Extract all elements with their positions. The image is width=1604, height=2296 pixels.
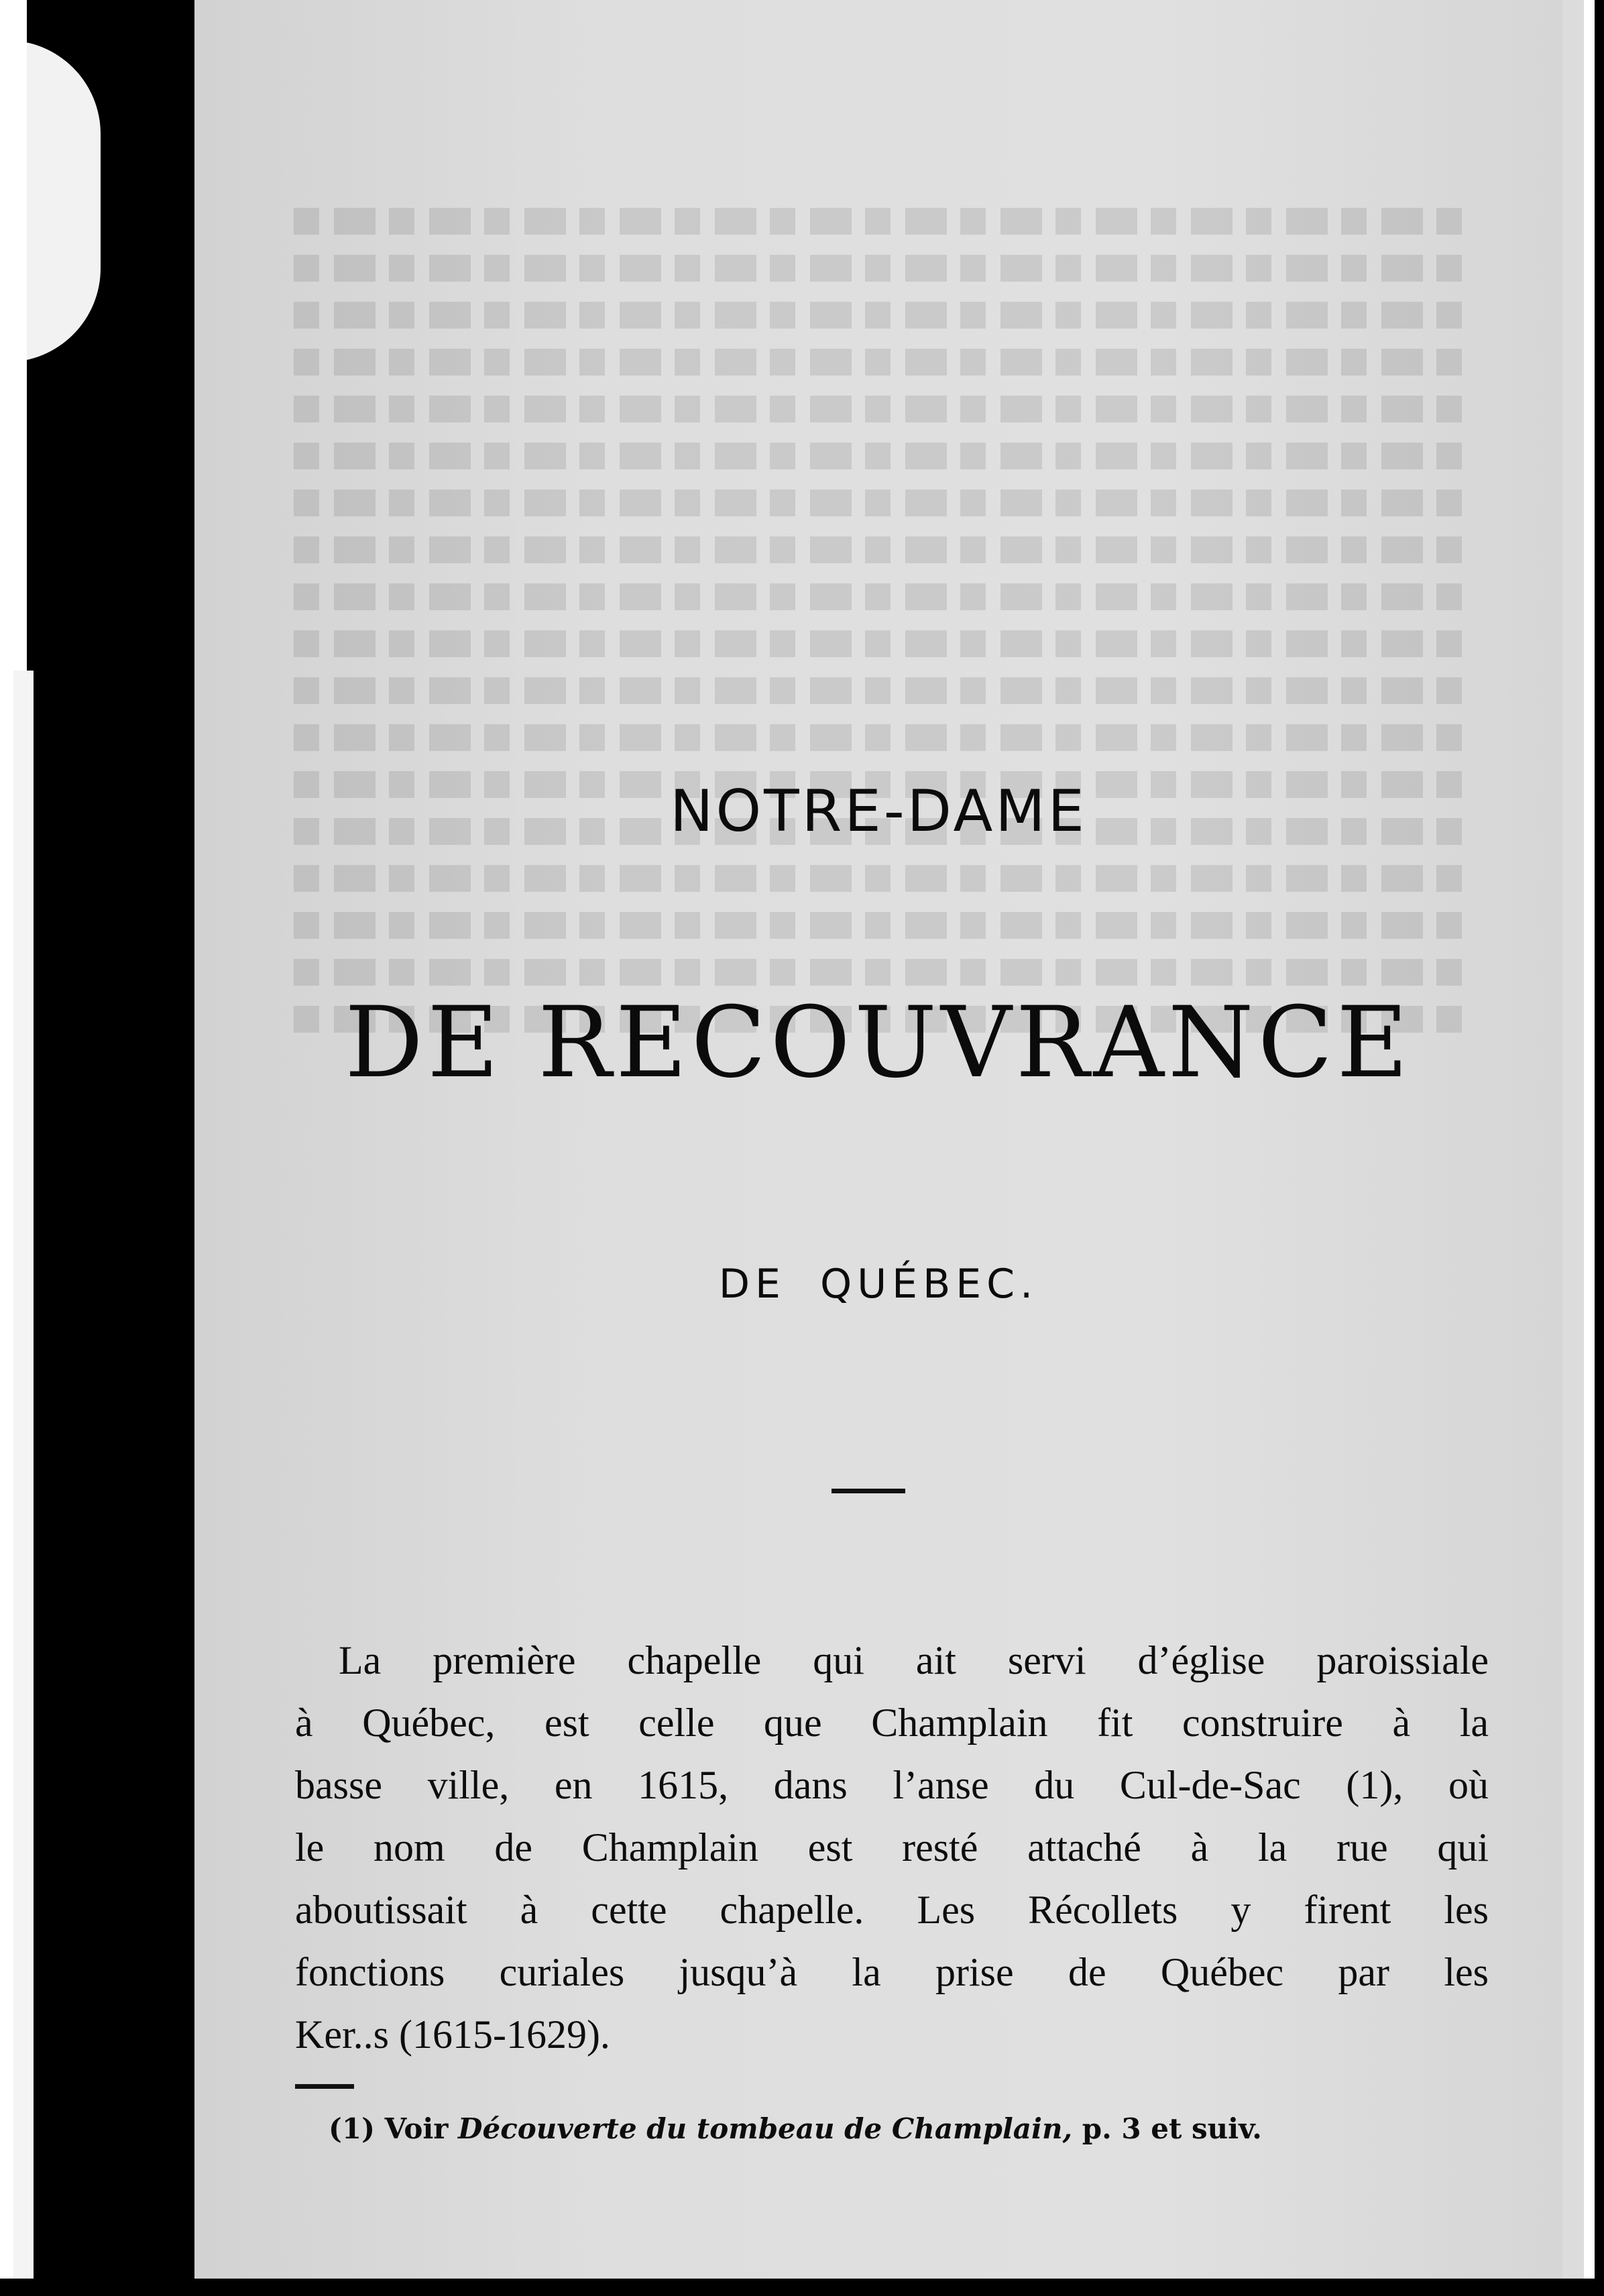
footnote-marker: (1) Voir [329,2112,459,2145]
scan-border-right [1584,0,1604,2296]
footnote-divider [295,2084,354,2089]
body-line: fonctions curiales jusqu’à la prise de Québec par les [295,1950,1489,1994]
body-line: basse ville, en 1615, dans l’anse du Cul-de-Sac (1), où [295,1763,1489,1807]
body-line: aboutissait à cette chapelle. Les Récollets y firent les [295,1888,1489,1932]
title-line-1: NOTRE-DAME [670,778,1087,845]
body-line: le nom de Champlain est resté attaché à la rue qui [295,1825,1489,1870]
bleed-through-texture [282,188,1462,1052]
footnote-work-title: Découverte du tombeau de Champlain, [458,2112,1073,2145]
scan-border-left [0,0,194,2296]
document-page [194,0,1562,2279]
section-divider [832,1489,905,1493]
page-fold-shadow [0,40,101,362]
footnote-page-ref: p. 3 et suiv. [1072,2112,1262,2145]
title-line-3: DE QUÉBEC. [718,1261,1039,1308]
scan-border-bottom [0,2279,1604,2296]
body-line: à Québec, est celle que Champlain fit construire à la [295,1701,1489,1745]
body-paragraph [295,1629,1489,2066]
footnote [329,2112,1262,2145]
body-line: La première chapelle qui ait servi d’église paroissiale [339,1638,1489,1682]
title-line-2: DE RECOUVRANCE [345,986,1412,1100]
body-line: Ker..s (1615-1629). [295,2012,610,2057]
scan-border-strip [13,671,34,2296]
